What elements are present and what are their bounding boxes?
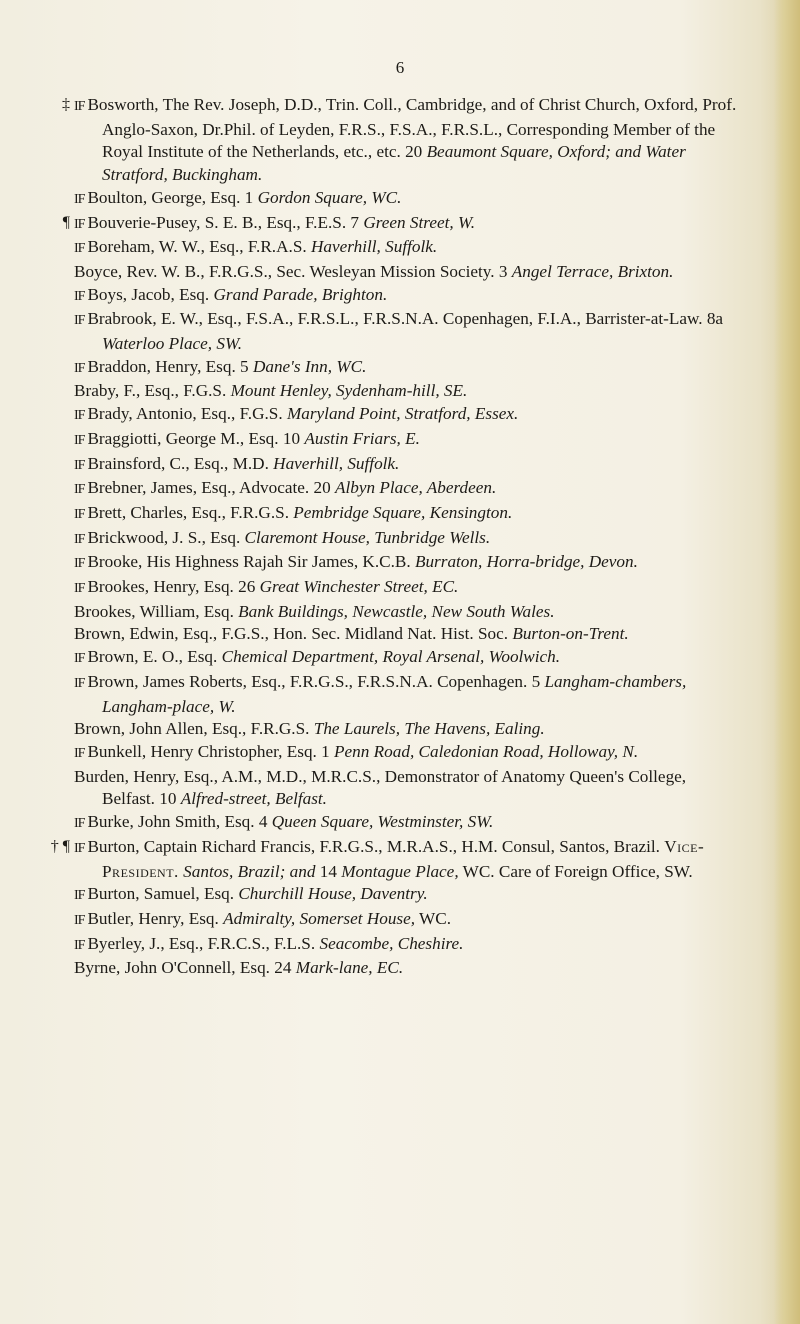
list-item: [50, 836, 740, 883]
member-details: Burden, Henry, Esq., A.M., M.D., M.R.C.S., Demonstrator of Anatomy Queen's College, Belfast. 10: [74, 766, 687, 809]
fellow-mark: IF: [74, 912, 85, 928]
member-address: Burton-on-Trent.: [512, 624, 629, 644]
list-item: [74, 646, 740, 671]
fellow-mark: IF: [74, 482, 85, 498]
list-item: [74, 576, 740, 601]
member-address: Pembridge Square, Kensington.: [293, 502, 513, 522]
fellow-mark: IF: [74, 99, 85, 114]
member-details: Brainsford, C., Esq., M.D.: [87, 453, 269, 473]
list-item: [74, 883, 740, 908]
fellow-mark: IF: [74, 191, 85, 207]
member-details: Brown, John Allen, Esq., F.R.G.S.: [74, 719, 310, 739]
member-address: Admiralty, Somerset House,: [223, 908, 416, 928]
member-details: Braggiotti, George M., Esq. 10: [87, 428, 301, 448]
list-item: [74, 453, 740, 478]
list-item: [74, 957, 740, 980]
member-details: Brown, Edwin, Esq., F.G.S., Hon. Sec. Midland Nat. Hist. Soc.: [74, 624, 509, 644]
member-address: Seacombe, Cheshire.: [319, 933, 464, 953]
member-address: Penn Road, Caledonian Road, Holloway, N.: [334, 741, 639, 761]
member-details: Bunkell, Henry Christopher, Esq. 1: [87, 741, 330, 761]
fellow-mark: IF: [74, 360, 85, 376]
member-details: Brooke, His Highness Rajah Sir James, K.C.B.: [87, 552, 411, 572]
fellow-mark: IF: [74, 457, 85, 473]
member-details: Brookes, Henry, Esq. 26: [87, 577, 256, 597]
fellow-mark: IF: [74, 840, 85, 856]
list-item: [74, 551, 740, 576]
member-address-cont: Montague Place,: [341, 861, 459, 881]
list-item: [74, 601, 740, 624]
list-item: [74, 908, 740, 933]
member-address: Haverhill, Suffolk.: [310, 237, 438, 257]
list-item: [74, 811, 740, 836]
member-details: Brown, E. O., Esq.: [87, 647, 218, 667]
member-address: Haverhill, Suffolk.: [273, 453, 400, 473]
page-edge: [774, 0, 800, 1324]
member-details: Bouverie-Pusey, S. E. B., Esq., F.E.S. 7: [87, 212, 360, 232]
member-details-cont: 14: [319, 861, 337, 881]
member-details: Braby, F., Esq., F.G.S.: [74, 381, 227, 401]
member-address: Mark-lane, EC.: [295, 958, 404, 978]
member-details: Burke, John Smith, Esq. 4: [87, 812, 268, 832]
fellow-mark: IF: [74, 241, 85, 257]
member-address: Great Winchester Street, EC.: [259, 577, 459, 597]
list-item: [62, 94, 740, 187]
member-details: Braddon, Henry, Esq. 5: [87, 356, 249, 376]
member-address: Churchill House, Daventry.: [238, 884, 428, 904]
list-item: [74, 187, 740, 212]
member-details: Boreham, W. W., Esq., F.R.A.S.: [87, 237, 307, 257]
fellow-mark: IF: [74, 745, 85, 761]
fellow-mark: IF: [74, 651, 85, 667]
member-address: Burraton, Horra-bridge, Devon.: [414, 552, 638, 572]
member-details: Burton, Samuel, Esq.: [87, 884, 235, 904]
member-details: Boys, Jacob, Esq.: [87, 284, 210, 304]
member-address: The Laurels, The Havens, Ealing.: [313, 719, 545, 739]
member-address: Claremont House, Tunbridge Wells.: [244, 527, 491, 547]
entry-marks: ‡: [62, 96, 70, 113]
member-address: Waterloo Place, SW.: [102, 334, 243, 354]
member-details: Boulton, George, Esq. 1: [87, 187, 254, 207]
member-details: Burton, Captain Richard Francis, F.R.G.S., M.R.A.S., H.M. Consul, Santos, Brazil.: [87, 836, 660, 856]
list-item: [74, 236, 740, 261]
member-address: Bank Buildings, Newcastle, New South Wales.: [238, 601, 555, 621]
fellow-mark: IF: [74, 816, 85, 832]
fellow-mark: IF: [74, 556, 85, 572]
fellow-mark: IF: [74, 506, 85, 522]
list-item: [74, 380, 740, 403]
fellow-mark: IF: [74, 937, 85, 953]
list-item: [74, 428, 740, 453]
list-item: [74, 741, 740, 766]
member-address: Alfred-street, Belfast.: [180, 789, 327, 809]
list-item: [74, 718, 740, 741]
member-address: Queen Square, Westminster, SW.: [271, 812, 494, 832]
list-item: [74, 671, 740, 718]
list-item: [62, 212, 740, 237]
list-item: [74, 261, 740, 284]
list-item: [74, 766, 740, 811]
entry-marks: † ¶: [50, 837, 70, 855]
member-address: Mount Henley, Sydenham-hill, SE.: [230, 381, 468, 401]
list-item: [74, 933, 740, 958]
member-address: Gordon Square, WC.: [257, 187, 402, 207]
member-details: Byrne, John O'Connell, Esq. 24: [74, 958, 292, 978]
fellow-mark: IF: [74, 288, 85, 304]
list-item: [74, 623, 740, 646]
member-address: Langham-chambers, Langham-place, W.: [102, 671, 687, 716]
list-item: [74, 502, 740, 527]
list-item: [74, 284, 740, 309]
fellow-mark: IF: [74, 675, 85, 691]
page-number: 6: [395, 58, 405, 77]
member-details: Butler, Henry, Esq.: [87, 908, 219, 928]
member-address: Austin Friars, E.: [304, 428, 420, 448]
fellow-mark: IF: [74, 531, 85, 547]
list-item: [74, 308, 740, 355]
member-details: Brebner, James, Esq., Advocate. 20: [87, 478, 331, 498]
member-office: Vice-President.: [102, 836, 705, 881]
member-details: Boyce, Rev. W. B., F.R.G.S., Sec. Wesleyan Mission Society. 3: [74, 261, 508, 281]
member-details: Brabrook, E. W., Esq., F.S.A., F.R.S.L., F.R.S.N.A. Copenhagen, F.I.A., Barrister-at-Law. 8a: [87, 309, 724, 329]
member-details: Byerley, J., Esq., F.R.C.S., F.L.S.: [87, 933, 316, 953]
member-address: Dane's Inn, WC.: [252, 356, 367, 376]
member-address: Angel Terrace, Brixton.: [511, 261, 674, 281]
entry-marks: ¶: [62, 213, 70, 231]
member-details: Brady, Antonio, Esq., F.G.S.: [87, 404, 283, 424]
member-address: Chemical Department, Royal Arsenal, Woolwich.: [221, 647, 561, 667]
list-item: [74, 403, 740, 428]
fellow-mark: IF: [74, 432, 85, 448]
member-address: Beaumont Square, Oxford; and Water Stratford, Buckingham.: [102, 142, 686, 185]
member-details-cont: WC.: [419, 908, 452, 928]
member-address: Albyn Place, Aberdeen.: [334, 478, 497, 498]
member-address: Maryland Point, Stratford, Essex.: [286, 404, 519, 424]
fellow-mark: IF: [74, 581, 85, 597]
fellow-mark: IF: [74, 313, 85, 329]
member-details: Brown, James Roberts, Esq., F.R.G.S., F.R.S.N.A. Copenhagen. 5: [87, 671, 541, 691]
member-address: Santos, Brazil; and: [183, 861, 316, 881]
list-item: [74, 356, 740, 381]
member-details-end: WC. Care of Foreign Office, SW.: [462, 861, 693, 881]
fellow-mark: IF: [74, 408, 85, 424]
member-list: [50, 94, 740, 980]
list-item: [74, 477, 740, 502]
fellow-mark: IF: [74, 888, 85, 904]
fellow-mark: IF: [74, 216, 85, 232]
member-address: Grand Parade, Brighton.: [213, 284, 388, 304]
member-details: Brickwood, J. S., Esq.: [87, 527, 241, 547]
list-item: [74, 527, 740, 552]
member-details: Brett, Charles, Esq., F.R.G.S.: [87, 502, 289, 522]
member-details: Brookes, William, Esq.: [74, 601, 234, 621]
member-address: Green Street, W.: [363, 212, 476, 232]
member-details: Bosworth, The Rev. Joseph, D.D., Trin. Coll., Cambridge, and of Christ Church, Oxford, Prof. Anglo-Saxon, Dr.Phil. of Leyden, F.R.S., F.S.A., F.R.S.L., Corresponding Member of the Royal Institute of the Netherlands, etc., etc. 20: [87, 95, 737, 162]
